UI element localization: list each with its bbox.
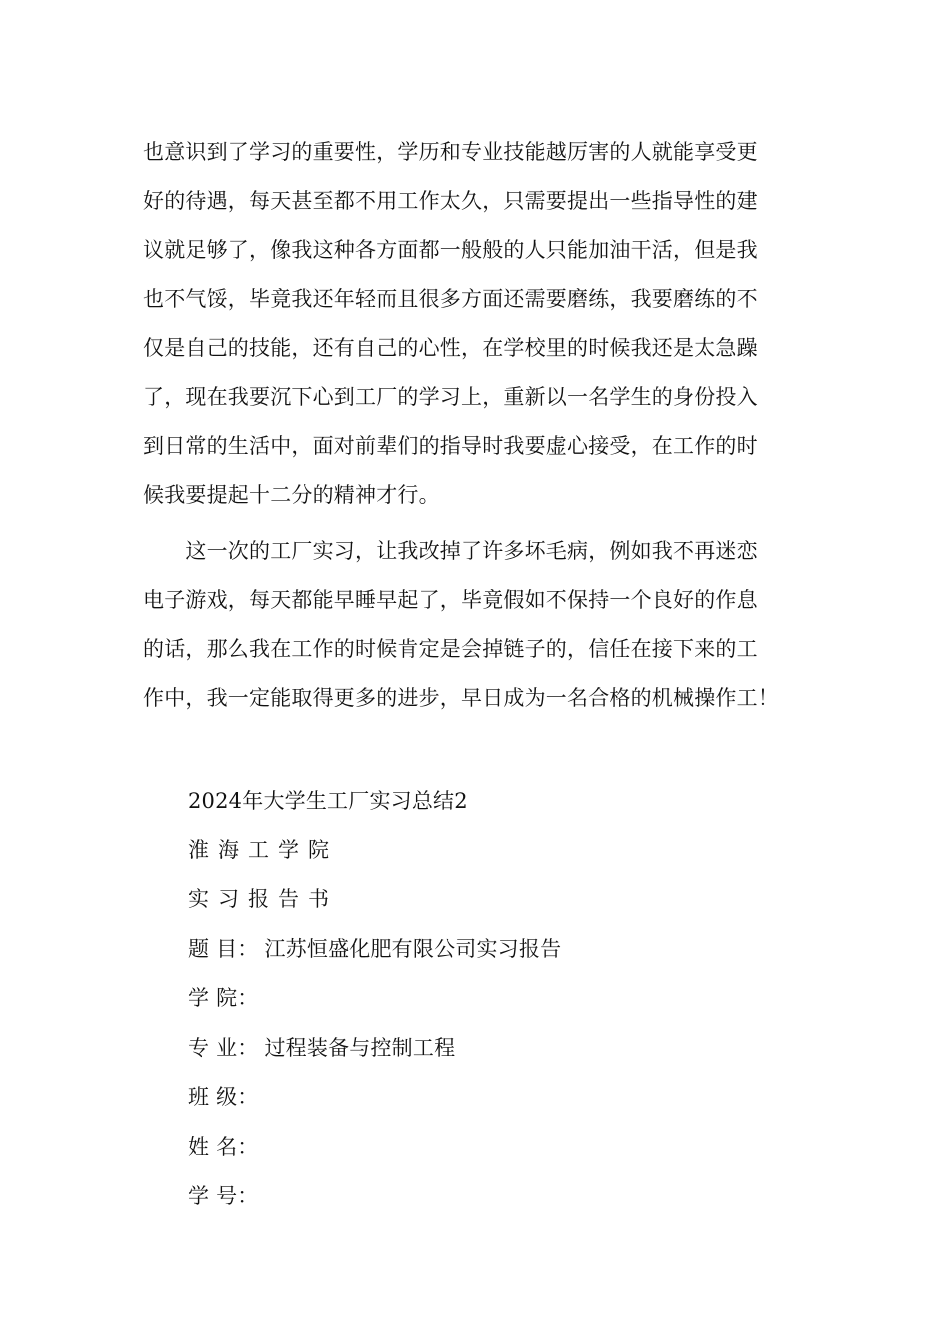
paragraph-line: 候我要提起十二分的精神才行。 [143, 483, 440, 507]
field-label: 姓 名： [188, 1135, 259, 1159]
paragraph-line: 也不气馁，毕竟我还年轻而且很多方面还需要磨练，我要磨练的不 [143, 287, 758, 311]
section-title: 2024年大学生工厂实习总结2 [188, 789, 468, 813]
paragraph-line: 这一次的工厂实习，让我改掉了许多坏毛病，例如我不再迷恋 [143, 539, 758, 563]
school-name: 淮海工学院 [188, 838, 338, 862]
paragraph-line: 仅是自己的技能，还有自己的心性，在学校里的时候我还是太急躁 [143, 336, 758, 360]
field-label: 专 业： [188, 1036, 259, 1060]
field-value: 过程装备与控制工程 [264, 1036, 456, 1060]
field-label: 题 目： [188, 937, 259, 961]
field-label: 学 院： [188, 986, 259, 1010]
name-field [188, 1135, 264, 1159]
paragraph-line: 作中，我一定能取得更多的进步，早日成为一名合格的机械操作工！ [143, 686, 779, 710]
paragraph-line: 议就足够了，像我这种各方面都一般般的人只能加油干活，但是我 [143, 238, 758, 262]
report-title: 实习报告书 [188, 887, 338, 911]
paragraph-line: 了，现在我要沉下心到工厂的学习上，重新以一名学生的身份投入 [143, 385, 758, 409]
field-label: 班 级： [188, 1085, 259, 1109]
paragraph-line: 的话，那么我在工作的时候肯定是会掉链子的，信任在接下来的工 [143, 637, 758, 661]
paragraph-line: 电子游戏，每天都能早睡早起了，毕竟假如不保持一个良好的作息 [143, 588, 758, 612]
field-value: 江苏恒盛化肥有限公司实习报告 [264, 937, 562, 961]
topic-field [188, 937, 561, 961]
paragraph-line: 好的待遇，每天甚至都不用工作太久，只需要提出一些指导性的建 [143, 189, 758, 213]
field-label: 学 号： [188, 1184, 259, 1208]
student-id-field [188, 1184, 264, 1208]
class-field [188, 1085, 264, 1109]
college-field [188, 986, 264, 1010]
major-field [188, 1036, 455, 1060]
paragraph-line: 也意识到了学习的重要性，学历和专业技能越厉害的人就能享受更 [143, 140, 758, 164]
paragraph-line: 到日常的生活中，面对前辈们的指导时我要虚心接受，在工作的时 [143, 434, 758, 458]
